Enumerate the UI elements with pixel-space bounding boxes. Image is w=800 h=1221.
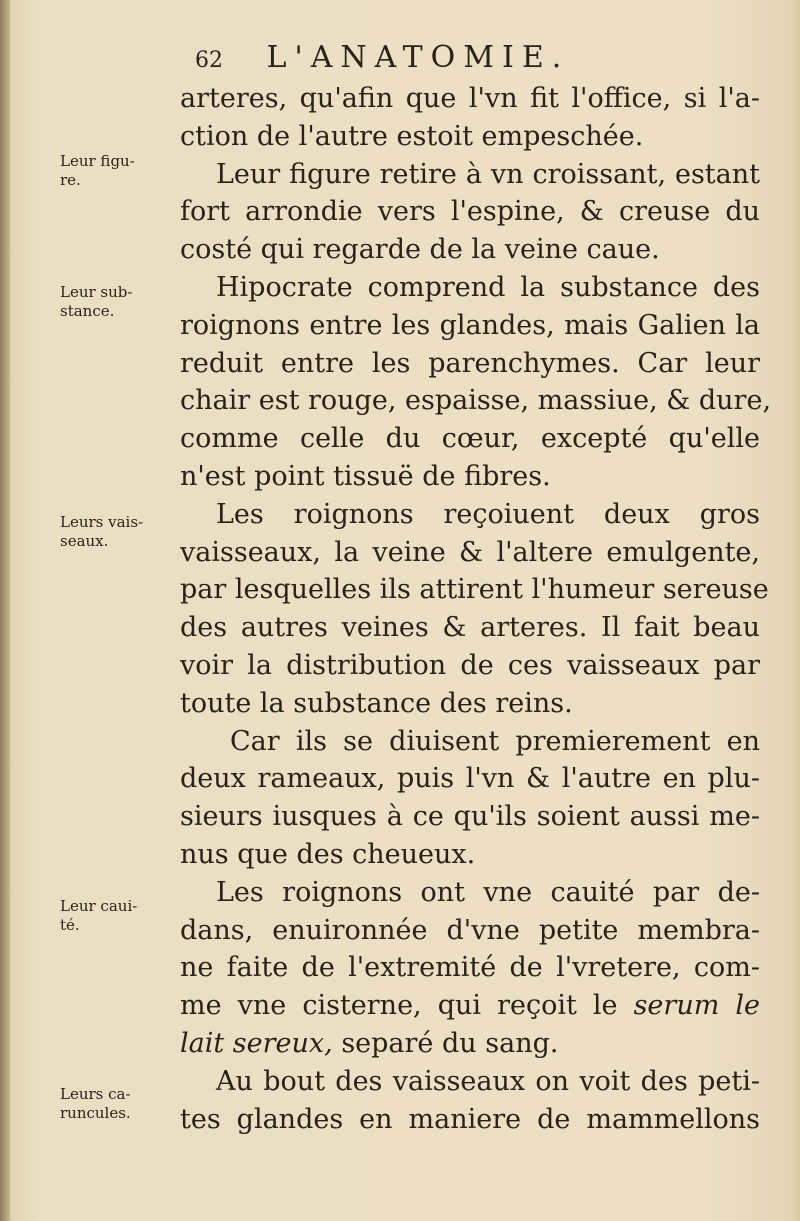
text-line: Leur figure retire à vn croissant, estant: [216, 158, 760, 190]
margin-note-caruncles: Leurs ca- runcules.: [60, 1085, 131, 1122]
text-line: comme celle du cœur, excepté qu'elle: [180, 423, 760, 455]
text-line: costé qui regarde de la veine caue.: [180, 234, 660, 266]
margin-note-vessels: Leurs vais- seaux.: [60, 513, 144, 550]
text-line: tes glandes en maniere de mammellons: [180, 1103, 760, 1135]
page-binding-edge: [0, 0, 10, 1221]
text-line: Hipocrate comprend la substance des: [216, 271, 760, 303]
text-line: roignons entre les glandes, mais Galien la: [180, 309, 760, 341]
text-line: sieurs iusques à ce qu'ils soient aussi me-: [180, 801, 760, 833]
text-line: par lesquelles ils attirent l'humeur sereuse: [180, 574, 769, 606]
text-line: Les roignons ont vne cauité par de-: [216, 876, 760, 908]
text-line: nus que des cheueux.: [180, 838, 476, 870]
text-line: n'est point tissuë de fibres.: [180, 460, 551, 492]
text-line: toute la substance des reins.: [180, 687, 573, 719]
text-line: Car ils se diuisent premierement en: [230, 725, 760, 757]
page-title: L'ANATOMIE.: [266, 40, 570, 75]
text-line: chair est rouge, espaisse, massiue, & dure,: [180, 385, 772, 417]
text-line: ne faite de l'extremité de l'vretere, com-: [180, 952, 760, 984]
text-line: dans, enuironnée d'vne petite membra-: [180, 914, 760, 946]
text-line: Au bout des vaisseaux on voit des peti-: [216, 1065, 760, 1097]
text-line: fort arrondie vers l'espine, & creuse du: [180, 196, 760, 228]
margin-note-figure: Leur figu- re.: [60, 152, 135, 189]
text-line: Les roignons reçoiuent deux gros: [216, 498, 760, 530]
text-line: reduit entre les parenchymes. Car leur: [180, 347, 760, 379]
margin-note-substance: Leur sub- stance.: [60, 283, 133, 320]
body-text: [180, 80, 772, 1138]
page-number: 62: [195, 48, 223, 73]
italic-term: serum le: [633, 990, 760, 1022]
text-line: ction de l'autre estoit empeschée.: [180, 120, 644, 152]
margin-note-cavity: Leur caui- té.: [60, 897, 138, 934]
running-head: [195, 40, 569, 75]
text-line: des autres veines & arteres. Il fait beau: [180, 612, 760, 644]
text-line: arteres, qu'afin que l'vn fit l'office, si l'a-: [180, 83, 760, 114]
text-line: me vne cisterne, qui reçoit le serum le: [180, 990, 760, 1022]
text-line: voir la distribution de ces vaisseaux par: [180, 649, 760, 681]
italic-term: lait sereux,: [180, 1027, 333, 1059]
text-line: vaisseaux, la veine & l'altere emulgente,: [180, 536, 760, 568]
text-line: lait sereux, separé du sang.: [180, 1027, 559, 1059]
text-line: deux rameaux, puis l'vn & l'autre en plu-: [180, 763, 760, 795]
